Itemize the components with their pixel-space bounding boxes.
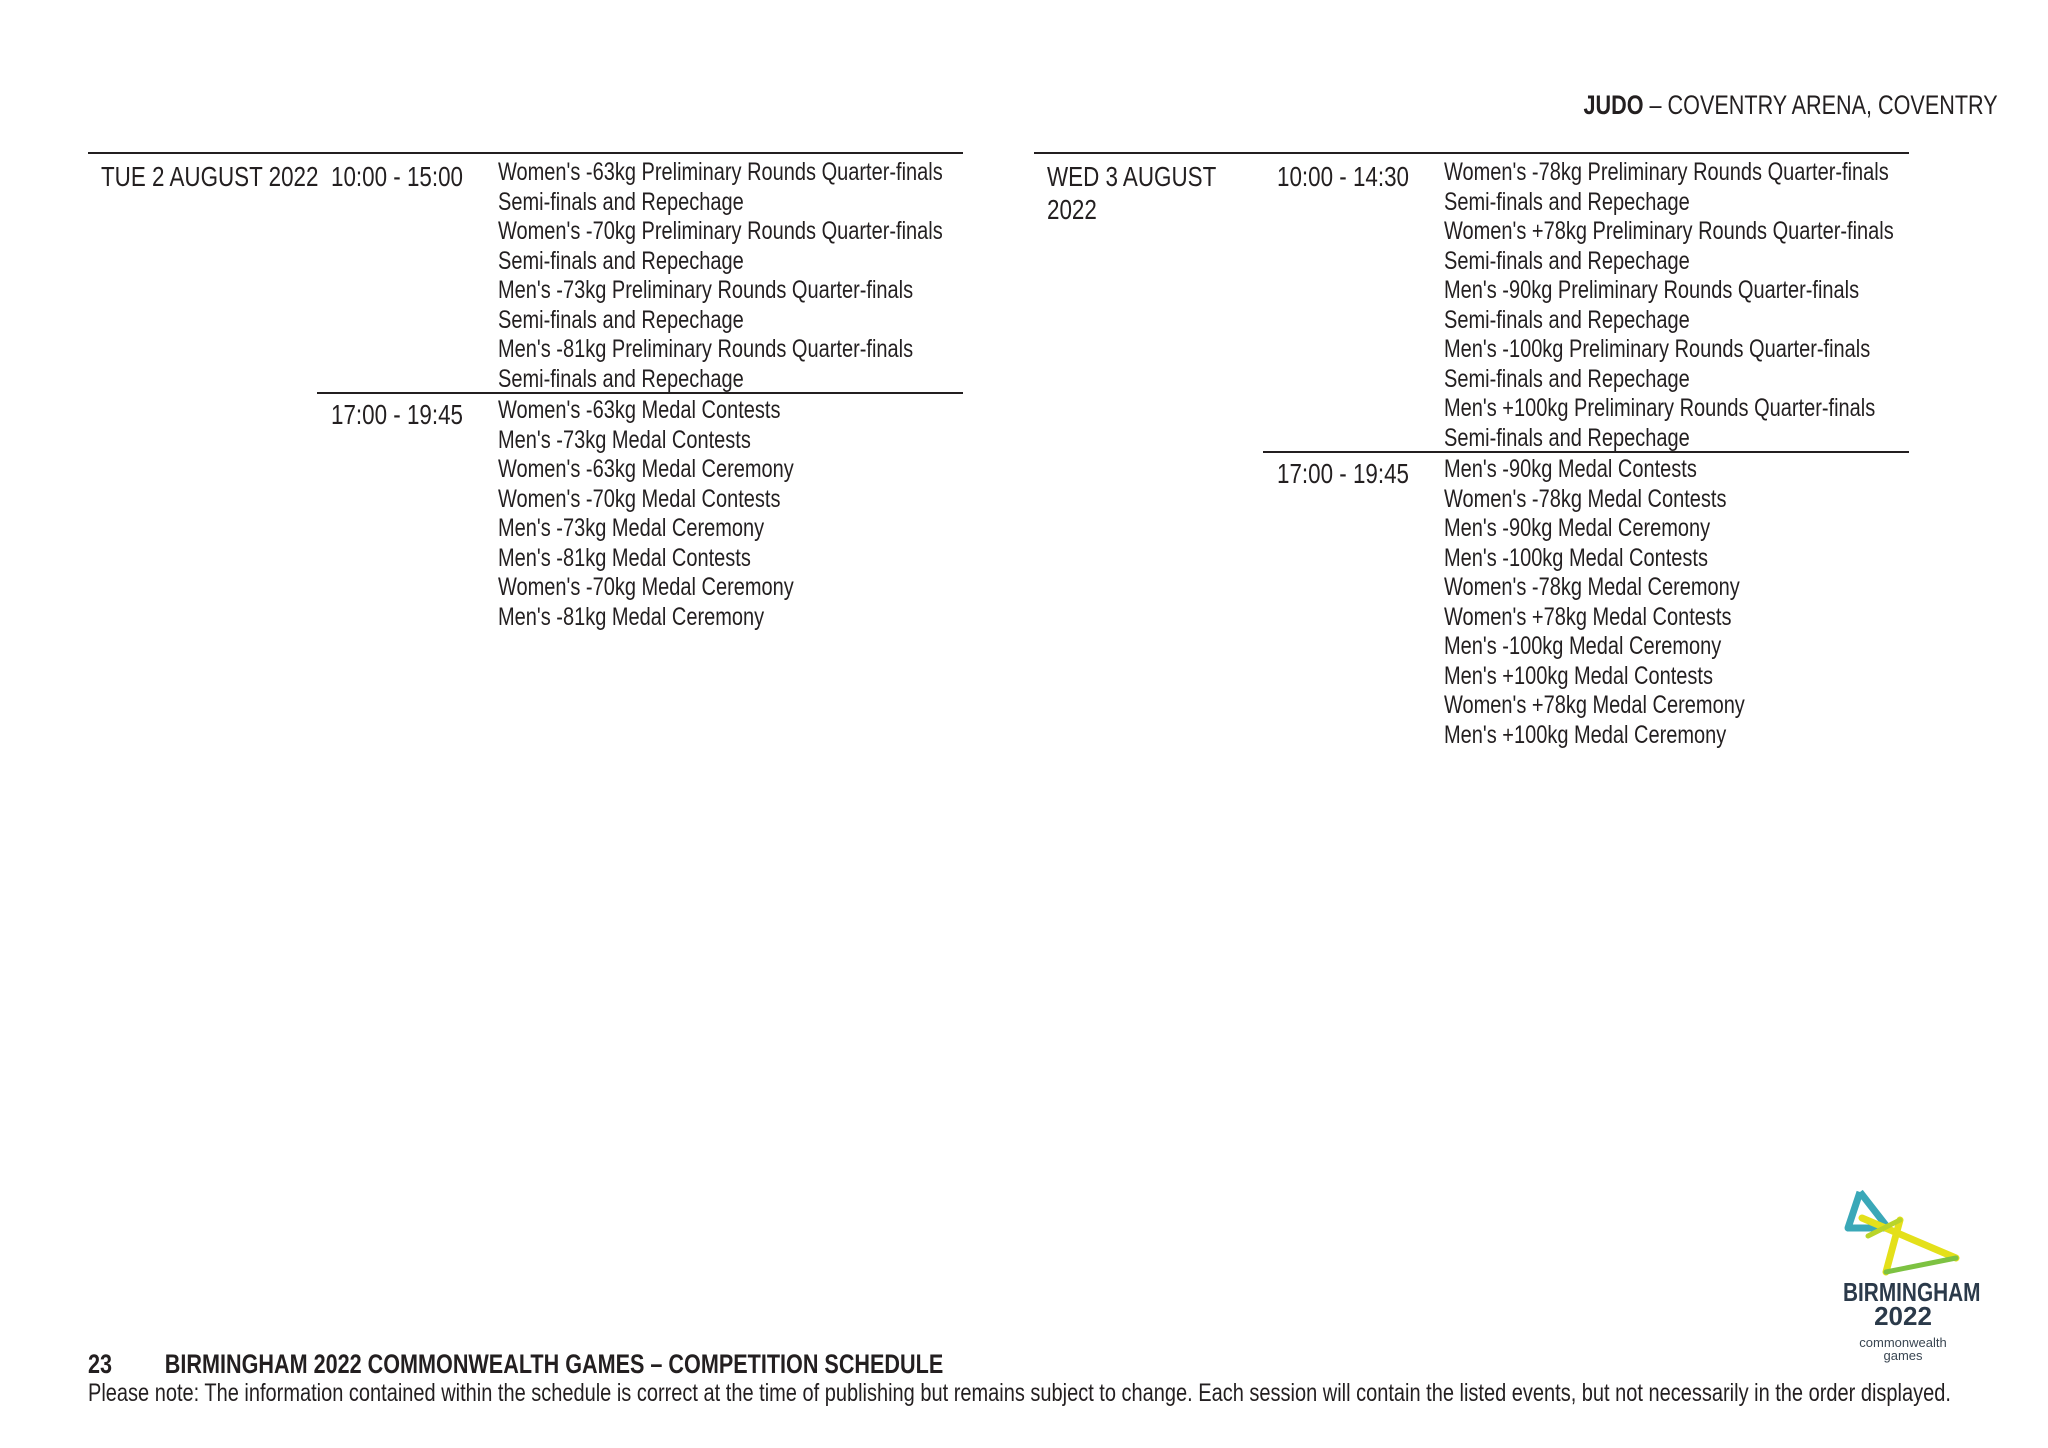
footer-title	[88, 1348, 943, 1380]
event-line: Semi-finals and Repechage	[498, 305, 744, 334]
event-line: Women's -78kg Medal Ceremony	[1444, 573, 1740, 601]
logo-sub-line: commonwealth	[1859, 1335, 1947, 1350]
logo-wordmark	[1828, 1277, 1981, 1331]
event-line: Men's -90kg Medal Contests	[1444, 455, 1697, 483]
sport-name: JUDO	[1583, 90, 1644, 120]
logo-subtext	[1828, 1336, 1978, 1362]
event-line: Women's -63kg Medal Contests	[498, 396, 781, 424]
event-line: Men's -81kg Medal Contests	[498, 543, 751, 572]
event-line: Semi-finals and Repechage	[1444, 364, 1690, 393]
day-date-line: 2022	[1047, 194, 1097, 225]
event-line: Women's -63kg Medal Ceremony	[498, 455, 794, 483]
event-line: Semi-finals and Repechage	[498, 246, 744, 275]
event-line: Women's +78kg Medal Ceremony	[1444, 691, 1745, 719]
event-line: Men's -81kg Medal Ceremony	[498, 602, 765, 631]
event-line: Semi-finals and Repechage	[1444, 423, 1690, 452]
footer-note: Please note: The information contained within the schedule is correct at the time of publishing but remains subject to change. Each session will contain the listed events, but not necessarily in the order displayed.	[88, 1379, 1951, 1407]
event-line: Women's -63kg Preliminary Rounds Quarter-finals	[498, 158, 943, 186]
footer-heading: BIRMINGHAM 2022 COMMONWEALTH GAMES – COMPETITION SCHEDULE	[164, 1349, 944, 1379]
event-line: Men's +100kg Medal Ceremony	[1444, 720, 1727, 749]
event-line: Semi-finals and Repechage	[498, 187, 744, 216]
session-events	[498, 158, 943, 394]
event-line: Men's +100kg Preliminary Rounds Quarter-finals	[1444, 394, 1876, 422]
day-block-wed	[1034, 152, 1909, 749]
logo-sub-line: games	[1883, 1348, 1923, 1363]
venue-name: – COVENTRY ARENA, COVENTRY	[1643, 90, 1998, 120]
event-line: Men's -73kg Medal Ceremony	[498, 514, 765, 542]
event-line: Men's -73kg Medal Contests	[498, 425, 751, 454]
day-block-tue	[88, 152, 963, 631]
event-line: Men's -90kg Preliminary Rounds Quarter-finals	[1444, 276, 1860, 304]
page-number: 23	[88, 1349, 113, 1379]
session-divider	[317, 392, 963, 394]
session-time: 17:00 - 19:45	[331, 399, 464, 430]
page-header	[1584, 88, 1998, 122]
session-time: 10:00 - 14:30	[1277, 161, 1410, 192]
event-line: Semi-finals and Repechage	[1444, 246, 1690, 275]
session-time: 17:00 - 19:45	[1277, 458, 1410, 489]
day-date-line: WED 3 AUGUST	[1047, 161, 1217, 192]
event-line: Women's -78kg Preliminary Rounds Quarter-finals	[1444, 158, 1889, 186]
session-divider	[1263, 451, 1909, 453]
event-line: Women's +78kg Preliminary Rounds Quarter-finals	[1444, 217, 1894, 245]
event-line: Semi-finals and Repechage	[1444, 187, 1690, 216]
event-line: Women's -70kg Medal Contests	[498, 484, 781, 513]
logo-triangle-icon	[1828, 1184, 1978, 1284]
session-events	[498, 396, 794, 632]
day-date	[1047, 160, 1216, 226]
event-line: Men's -73kg Preliminary Rounds Quarter-finals	[498, 276, 914, 304]
event-line: Men's -81kg Preliminary Rounds Quarter-finals	[498, 335, 914, 363]
event-line: Women's -78kg Medal Contests	[1444, 484, 1727, 513]
birmingham-2022-logo	[1828, 1184, 1981, 1364]
event-line: Men's -100kg Medal Contests	[1444, 543, 1708, 572]
event-line: Men's -100kg Medal Ceremony	[1444, 632, 1722, 660]
session-events	[1444, 158, 1894, 453]
logo-year: 2022	[1874, 1301, 1932, 1331]
event-line: Women's +78kg Medal Contests	[1444, 602, 1732, 631]
event-line: Women's -70kg Preliminary Rounds Quarter-finals	[498, 217, 943, 245]
logo-word: BIRMINGHAM	[1843, 1277, 1981, 1307]
day-date: TUE 2 AUGUST 2022	[101, 161, 319, 192]
event-line: Semi-finals and Repechage	[498, 364, 744, 393]
event-line: Semi-finals and Repechage	[1444, 305, 1690, 334]
session-time: 10:00 - 15:00	[331, 161, 464, 192]
event-line: Men's +100kg Medal Contests	[1444, 661, 1713, 690]
event-line: Women's -70kg Medal Ceremony	[498, 573, 794, 601]
event-line: Men's -100kg Preliminary Rounds Quarter-finals	[1444, 335, 1871, 363]
session-events	[1444, 455, 1745, 750]
event-line: Men's -90kg Medal Ceremony	[1444, 514, 1711, 542]
